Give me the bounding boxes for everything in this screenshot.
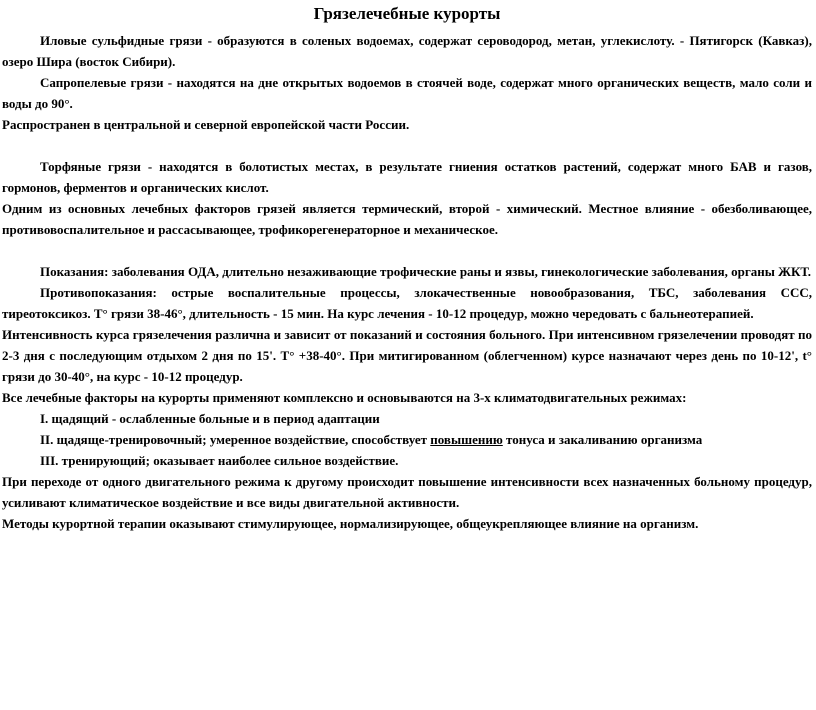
regime-item-3: III. тренирующий; оказывает наиболее сильное воздействие. bbox=[40, 453, 399, 468]
paragraph-indications bbox=[2, 261, 812, 282]
term-silt-sulfide-mud: Иловые сульфидные грязи bbox=[40, 33, 203, 48]
term-peat-mud: Торфяные грязи bbox=[40, 159, 141, 174]
paragraph-transition: При переходе от одного двигательного режима к другому происходит повышение интенсивности всех назначенных больному процедур, усиливают климатическое воздействие и все виды двигательной активности. bbox=[2, 474, 812, 510]
document-title: Грязелечебные курорты bbox=[313, 4, 501, 23]
silt-mud-description: - образуются в соленых водоемах, содержат сероводород, метан, углекислоту. - Пятигорск (Кавказ), озеро Шира (восток Сибири). bbox=[2, 33, 812, 69]
spacer bbox=[2, 135, 812, 156]
term-sapropel-mud: Сапропелевые грязи bbox=[40, 75, 164, 90]
regime-2-underlined: повышению bbox=[430, 432, 503, 447]
regime-2-text-start: II. щадяще-тренировочный; умеренное воздействие, способствует bbox=[40, 432, 431, 447]
regime-2-text-end: тонуса и закаливанию организма bbox=[502, 432, 703, 447]
sapropel-mud-description: - находятся на дне открытых водоемов в стоячей воде, содержат много органических веществ, мало соли и воды до 90°. bbox=[2, 75, 812, 111]
paragraph-silt-mud bbox=[2, 30, 812, 72]
paragraph-regimes-intro: Все лечебные факторы на курорты применяют комплексно и основываются на 3-х климатодвигательных режимах: bbox=[2, 390, 687, 405]
peat-mud-description: - находятся в болотистых местах, в результате гниения остатков растений, содержат много БАВ и газов, гормонов, ферментов и органических кислот. bbox=[2, 159, 813, 195]
spacer bbox=[2, 240, 812, 261]
paragraph-peat-mud bbox=[2, 156, 812, 198]
paragraph-methods: Методы курортной терапии оказывают стимулирующее, нормализирующее, общеукрепляющее влияние на организм. bbox=[2, 516, 699, 531]
paragraph-contraindications bbox=[2, 282, 812, 324]
term-indications: Показания: bbox=[40, 264, 109, 279]
paragraph-factors: Одним из основных лечебных факторов грязей является термический, второй - химический. Местное влияние - обезболивающее, противовоспалительное и рассасывающее, трофикорегенераторное и механическое. bbox=[2, 201, 812, 237]
regime-item-2 bbox=[2, 429, 812, 450]
term-contraindications: Противопоказания: bbox=[40, 285, 157, 300]
paragraph-distribution: Распространен в центральной и северной европейской части России. bbox=[2, 117, 410, 132]
paragraph-intensity: Интенсивность курса грязелечения различна и зависит от показаний и состояния больного. При интенсивном грязелечении проводят по 2-3 дня с последующим отдыхом 2 дня по 15'. Т° +38-40°. При митигированном (облегченном) курсе назначают через день по 10-12', t° грязи до 30-40°, на курс - 10-12 процедур. bbox=[2, 327, 812, 384]
regime-item-1: I. щадящий - ослабленные больные и в период адаптации bbox=[40, 411, 380, 426]
contraindications-text: острые воспалительные процессы, злокачественные новообразования, ТБС, заболевания ССС, тиреотоксикоз. Т° грязи 38-46°, длительность - 15 мин. На курс лечения - 10-12 процедур, можно чередовать с бальнеотерапией. bbox=[2, 285, 812, 321]
paragraph-sapropel-mud bbox=[2, 72, 812, 114]
indications-text: заболевания ОДА, длительно незаживающие трофические раны и язвы, гинекологические заболевания, органы ЖКТ. bbox=[108, 264, 812, 279]
